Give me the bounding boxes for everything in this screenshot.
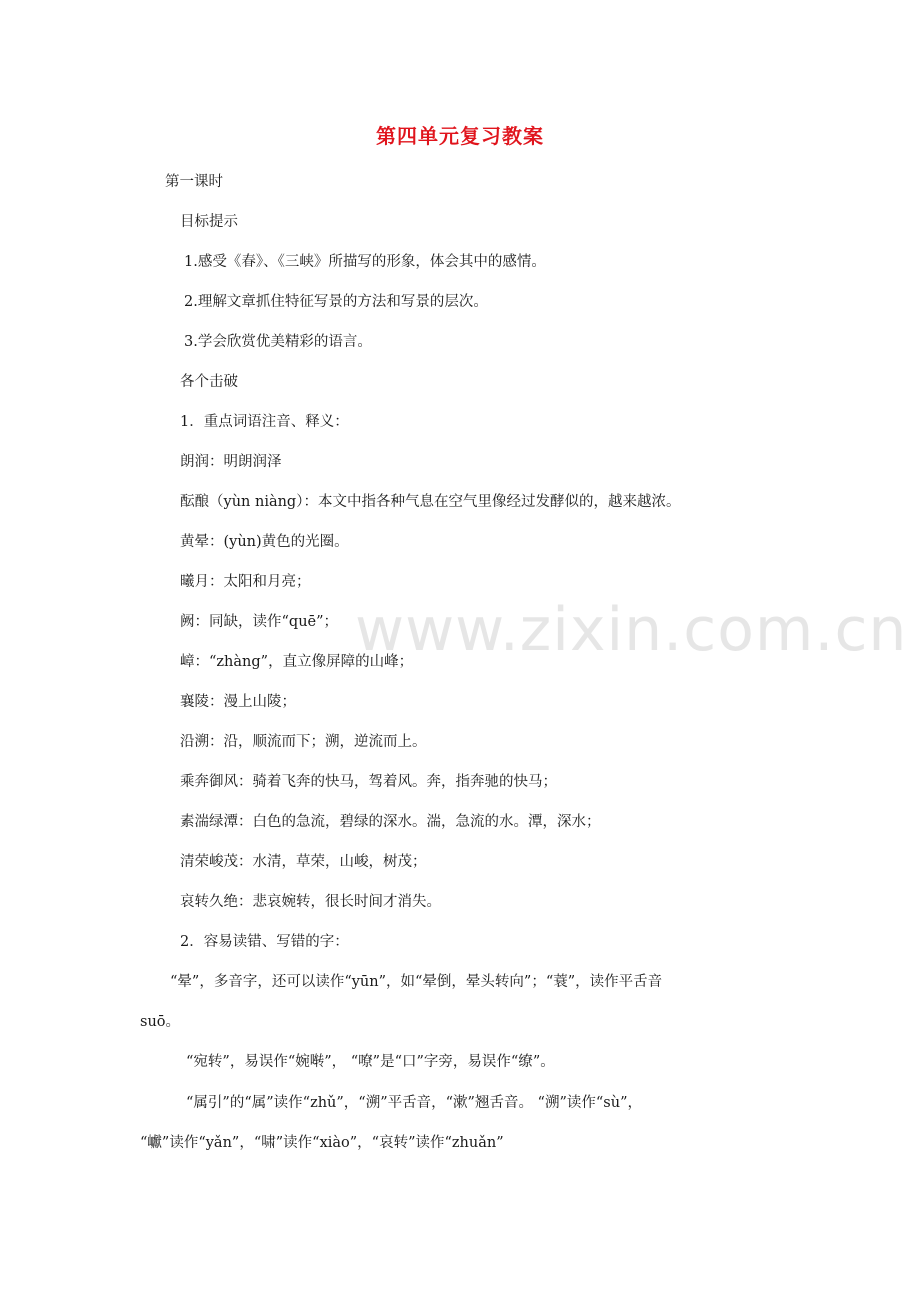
section2-heading: 2．容易读错、写错的字： — [180, 934, 349, 950]
vocab-item: 黄晕：(yùn)黄色的光圈。 — [180, 534, 349, 550]
breakthrough-heading: 各个击破 — [180, 374, 238, 390]
vocab-item: 嶂：“zhàng”，直立像屏障的山峰； — [180, 654, 414, 670]
note-line: “属引”的“属”读作“zhǔ”，“溯”平舌音，“漱”翘舌音。 “溯”读作“sù”， — [186, 1095, 642, 1111]
goals-heading: 目标提示 — [180, 214, 238, 230]
vocab-item: 哀转久绝：悲哀婉转，很长时间才消失。 — [180, 894, 441, 910]
goal-item: 3.学会欣赏优美精彩的语言。 — [184, 334, 372, 350]
note-line: “宛转”，易误作“婉啭”， “嘹”是“口”字旁，易误作“缭”。 — [186, 1054, 555, 1070]
section1-heading: 1．重点词语注音、释义： — [180, 414, 349, 430]
vocab-item: 沿溯：沿，顺流而下；溯，逆流而上。 — [180, 734, 427, 750]
document-title: 第四单元复习教案 — [376, 124, 544, 148]
vocab-item: 酝酿（yùn niàng）：本文中指各种气息在空气里像经过发酵似的，越来越浓。 — [180, 494, 681, 510]
vocab-item: 曦月：太阳和月亮； — [180, 574, 311, 590]
goal-item: 2.理解文章抓住特征写景的方法和写景的层次。 — [184, 294, 488, 310]
vocab-item: 素湍绿潭：白色的急流，碧绿的深水。湍，急流的水。潭，深水； — [180, 814, 601, 830]
note-line: “巘”读作“yǎn”，“啸”读作“xiào”，“哀转”读作“zhuǎn” — [140, 1135, 504, 1151]
vocab-item: 乘奔御风：骑着飞奔的快马，驾着风。奔，指奔驰的快马； — [180, 774, 557, 790]
vocab-item: 襄陵：漫上山陵； — [180, 694, 296, 710]
watermark: www.zixin.com.cn — [355, 595, 908, 665]
note-line: suō。 — [140, 1014, 181, 1030]
note-line: “晕”，多音字，还可以读作“yūn”，如“晕倒，晕头转向”；“蓑”，读作平舌音 — [170, 974, 663, 990]
goal-item: 1.感受《春》、《三峡》所描写的形象，体会其中的感情。 — [184, 254, 546, 270]
lesson-label: 第一课时 — [165, 174, 223, 190]
vocab-item: 清荣峻茂：水清，草荣，山峻，树茂； — [180, 854, 427, 870]
vocab-item: 阙：同缺，读作“quē”； — [180, 614, 339, 630]
vocab-item: 朗润：明朗润泽 — [180, 454, 282, 470]
